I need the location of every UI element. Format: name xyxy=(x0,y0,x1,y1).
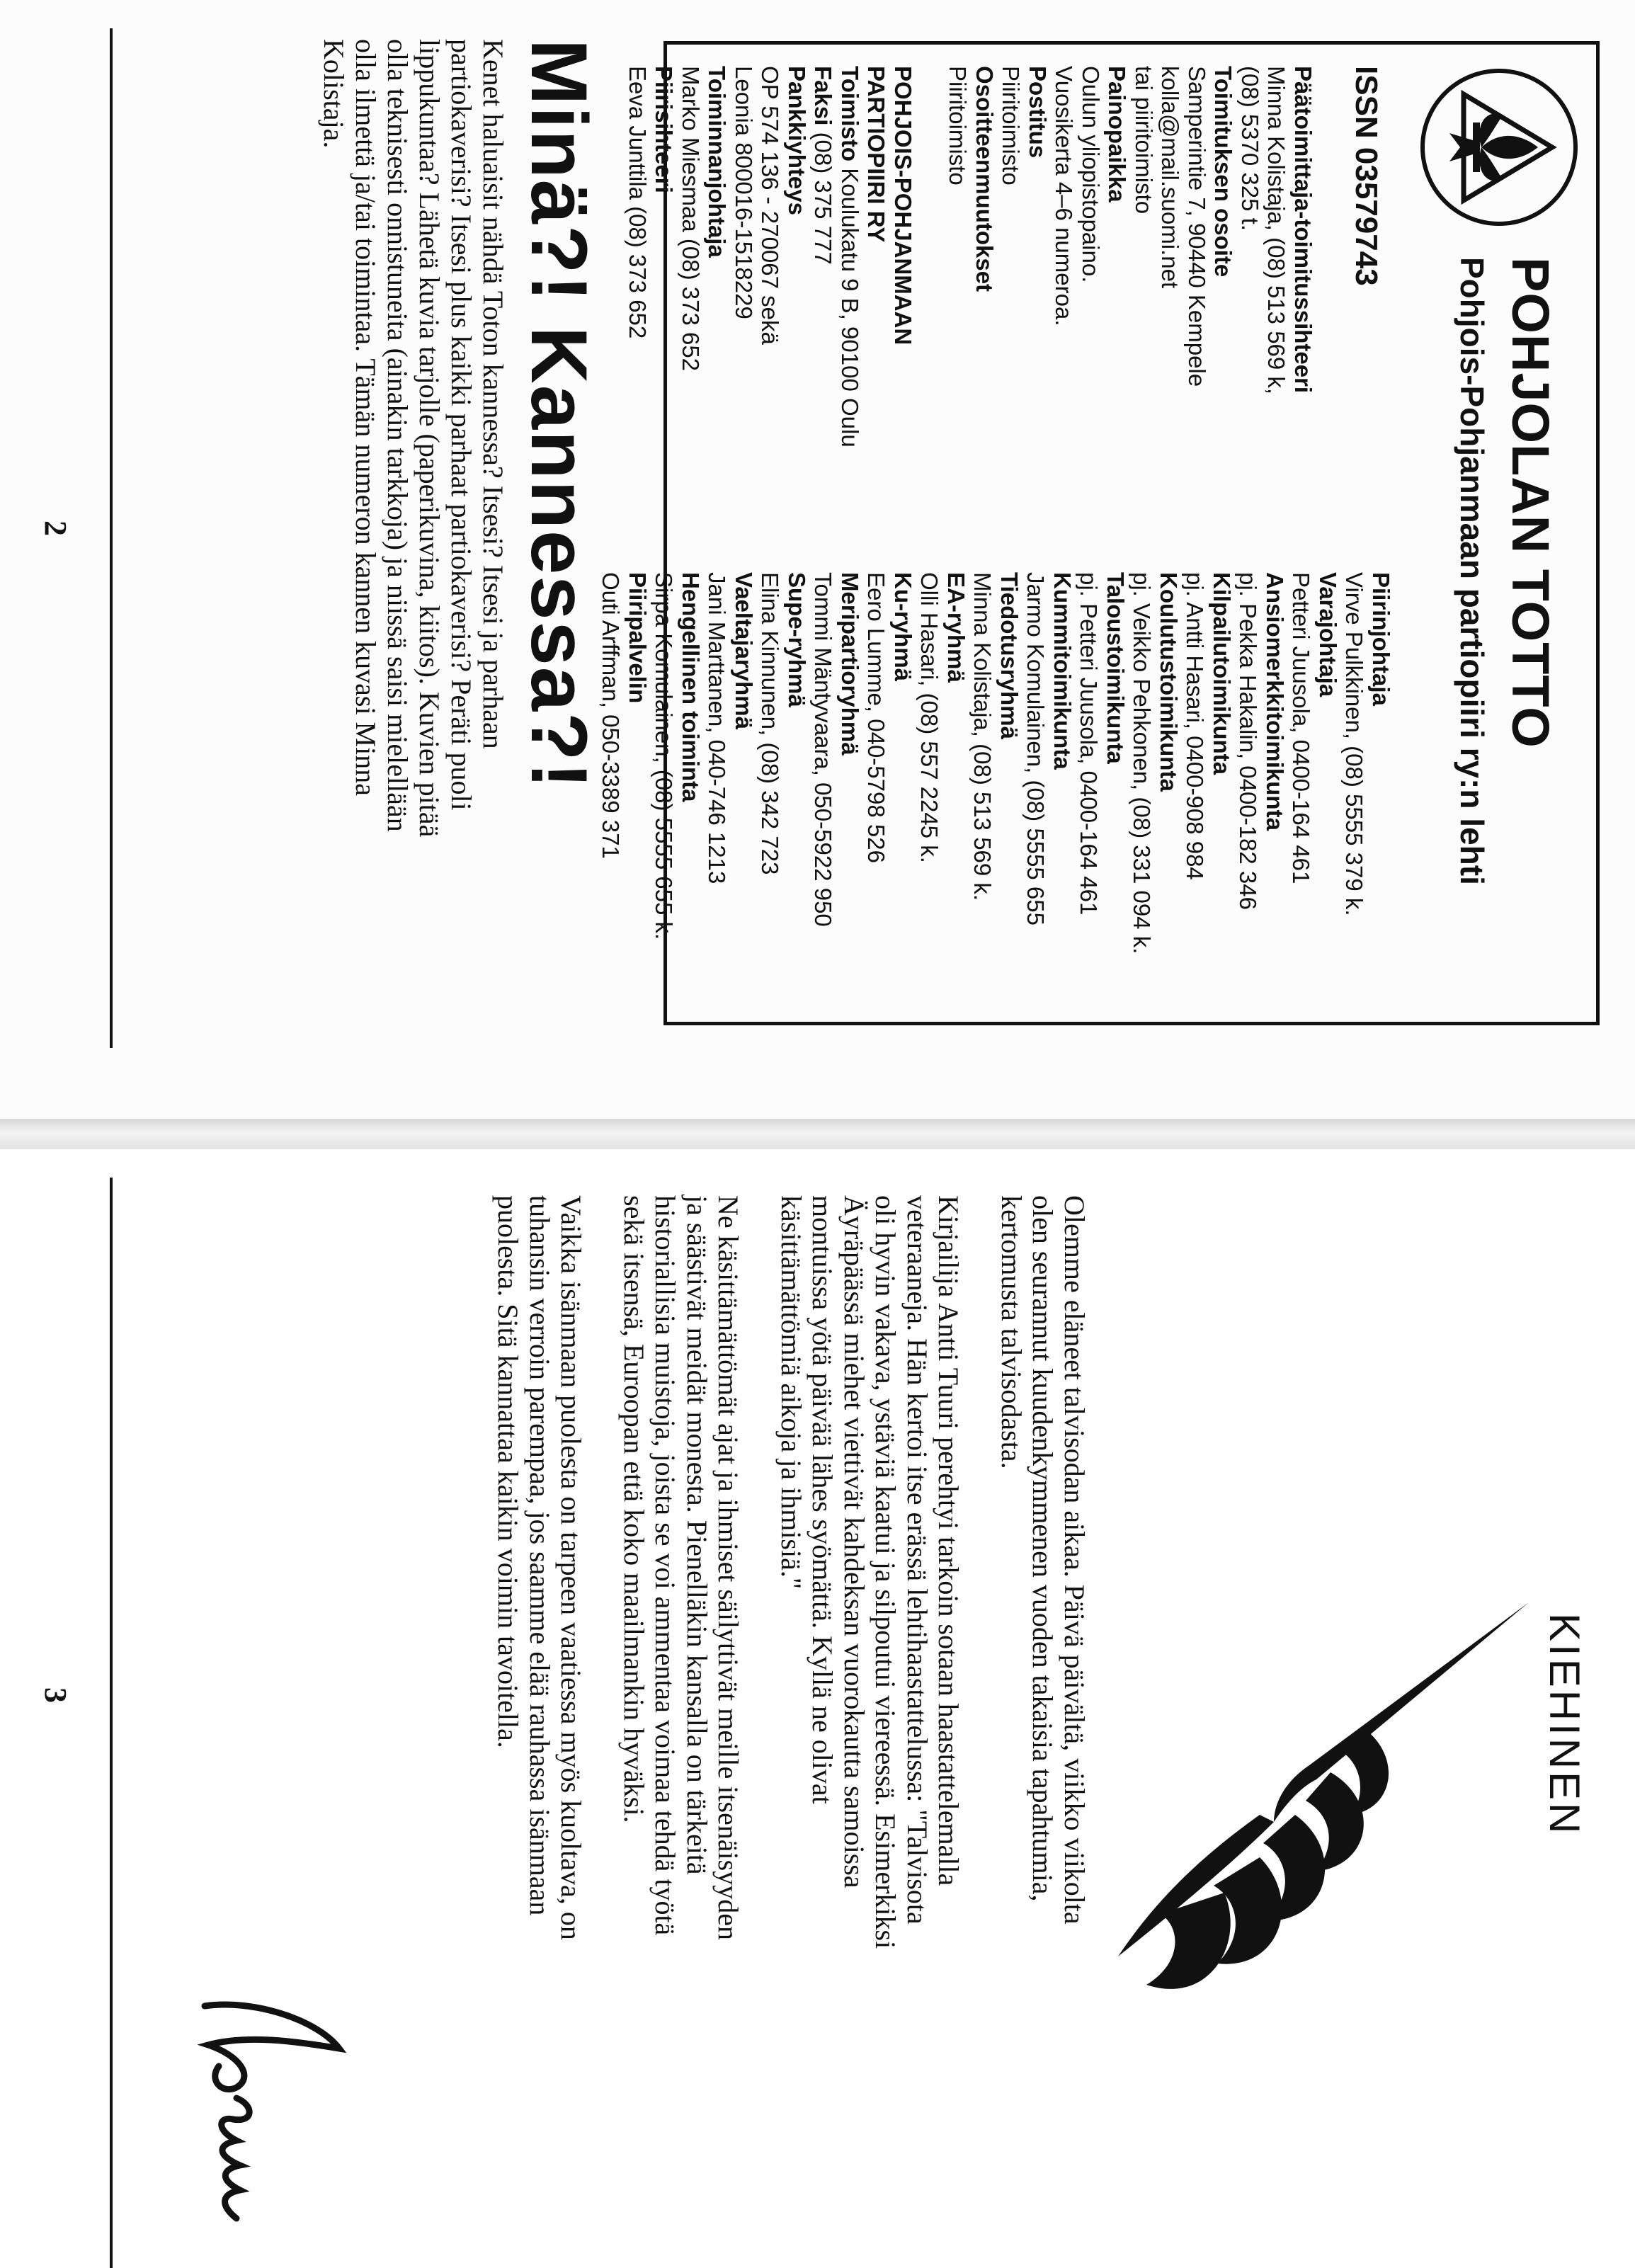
role-line: Outi Arffman, 050-3389 371 xyxy=(598,572,625,859)
org-name: POHJOIS-POHJANMAAN xyxy=(890,66,916,346)
body-line: kertomusta talvisodasta. xyxy=(996,1195,1027,1469)
quill-pen-icon xyxy=(1090,1588,1543,2041)
footer-rule xyxy=(110,1178,113,2268)
body-line: sekä itsensä, Euroopan että koko maailmankin hyväksi. xyxy=(618,1195,650,1823)
body-line: Kirjailija Antti Tuuri perehtyi tarkoin sotaan haastattelemalla xyxy=(933,1195,965,1886)
credit-heading: Postitus xyxy=(1025,66,1051,159)
role-heading: Piiripalvelin xyxy=(625,572,651,704)
page-number: 2 xyxy=(38,520,73,536)
role-line: Petteri Juusola, 0400-164 461 xyxy=(1288,572,1315,884)
role-line: Virve Pulkkinen, (08) 5555 379 k. xyxy=(1341,572,1368,916)
role-heading: Ku-ryhmä xyxy=(890,572,916,682)
body-line: olen seurannut kuudenkymmenen vuoden takaisia tapahtumia, xyxy=(1027,1195,1059,1902)
credit-line: Oulun yliopistopaino. xyxy=(1078,66,1104,283)
book-gutter xyxy=(0,1119,1635,1149)
body-line: olla ilmettä ja/tai toimintaa. Tämän numeron kannen kuvasi Minna xyxy=(350,39,382,796)
credit-line: Piiritoimisto xyxy=(998,66,1025,186)
org-office-label: Toimisto xyxy=(837,66,863,162)
role-heading: Supe-ryhmä xyxy=(784,572,810,707)
bank-heading: Pankkiyhteys xyxy=(784,66,810,215)
masthead-subtitle: Pohjois-Pohjanmaan partiopiiri ry:n lehti xyxy=(1454,257,1491,885)
staff-line: Marko Miesmaa (08) 373 652 xyxy=(678,66,704,372)
credit-heading: Painopaikka xyxy=(1104,66,1131,203)
role-line: pj. Antti Hasari, 0400-908 984 xyxy=(1182,572,1209,880)
role-heading: Koulutustoimikunta xyxy=(1156,572,1182,792)
mina-kannessa-text xyxy=(318,39,509,1030)
org-fax-row xyxy=(810,66,837,562)
credit-heading: Osoitteenmuutokset xyxy=(972,66,998,292)
org-fax-value: (08) 375 777 xyxy=(810,132,837,265)
scout-fleur-de-lis-emblem-icon xyxy=(1418,66,1580,229)
body-line: puolesta. Sitä kannattaa kaikin voimin tavoitella. xyxy=(492,1195,525,1748)
staff-line: Eeva Junttila (08) 373 652 xyxy=(625,66,651,339)
role-line: Jani Marttanen, 040-746 1213 xyxy=(704,572,731,884)
role-heading: Vaeltajaryhmä xyxy=(731,572,757,729)
handwritten-signature-icon xyxy=(176,1992,360,2247)
role-line: Olli Hasari, (08) 557 2245 k. xyxy=(916,572,943,863)
masthead-left-column xyxy=(625,66,1317,562)
role-heading: Varajohtaja xyxy=(1315,572,1341,697)
body-line: olla teknisesti onnistuneita (ainakin tarkkoja) ja niissä saisi mielellään xyxy=(382,39,414,832)
masthead-box xyxy=(598,41,1600,1025)
bank-line: Leonia 800016-1518229 xyxy=(731,66,757,319)
role-heading: Tiedotusryhmä xyxy=(996,572,1022,739)
body-line: historiallisia muistoja, joista se voi ammentaa voimaa tehdä työtä xyxy=(649,1195,682,1936)
credit-line: Piiritoimisto xyxy=(945,66,972,186)
role-line: Tommi Mäntyvaara, 050-5922 950 xyxy=(810,572,837,927)
role-line: pj. Veikko Pehkonen, (08) 331 094 k. xyxy=(1129,572,1156,955)
body-line: veteraaneja. Hän kertoi itse erässä lehtihaastattelussa: "Talvisota xyxy=(901,1195,933,1925)
credit-line: kolla@mail.suomi.net xyxy=(1157,66,1184,289)
masthead-title: POHJOLAN TOTTO xyxy=(1501,257,1560,748)
masthead-right-column xyxy=(598,572,1394,1011)
role-heading: EA-ryhmä xyxy=(943,572,969,683)
credit-line: Samperintie 7, 90440 Kempele xyxy=(1184,66,1210,387)
body-line: ja säästivät meidät monesta. Pienelläkin kansalla on tärkeitä xyxy=(681,1195,713,1875)
role-line: Eero Lumme, 040-5798 526 xyxy=(863,572,890,863)
footer-rule xyxy=(110,28,113,1048)
kiehinen-heading: KIEHINEN xyxy=(1541,1613,1588,1837)
body-line: Ne käsittämättömät ajat ja ihmiset säilyttivät meille itsenäisyyden xyxy=(712,1195,745,1940)
bank-line: OP 574 136 - 270067 sekä xyxy=(757,66,784,345)
body-line: Kenet haluaisit nähdä Toton kannessa? Itsesi? Itsesi ja parhaan xyxy=(477,39,509,749)
credit-line: tai piiritoimisto xyxy=(1131,66,1157,215)
role-line: Jarmo Komulainen, (08) 5555 655 xyxy=(1022,572,1049,925)
body-line: Vaikka isänmaan puolesta on tarpeen vaatiessa myös kuoltava, on xyxy=(555,1195,588,1940)
page-2 xyxy=(0,0,1635,1119)
body-line: oli hyvin vakava, ystäviä kaatui ja silpoutui viereessä. Esimerkiksi xyxy=(870,1195,902,1949)
role-heading: Hengellinen toiminta xyxy=(678,572,704,802)
role-line: pj. Pekka Hakalin, 0400-182 346 xyxy=(1235,572,1262,910)
org-name: PARTIOPIIRI RY xyxy=(863,66,890,243)
body-line: montuissa yötä päivää lähes syömättä. Kyllä ne olivat xyxy=(807,1195,839,1804)
body-line: käsittämättömiä aikoja ja ihmisiä." xyxy=(775,1195,807,1590)
role-heading: Ansiomerkkitoimikunta xyxy=(1262,572,1288,831)
role-line: pj. Petteri Juusola, 0400-164 461 xyxy=(1076,572,1103,916)
role-heading: Kilpailutoimikunta xyxy=(1209,572,1235,775)
body-line: tuhansin verroin parempaa, jos saamme elää rauhassa isänmaan xyxy=(524,1195,556,1916)
role-line: Sirpa Komulainen, (08) 5555 655 k. xyxy=(651,572,678,940)
page-3 xyxy=(0,1149,1635,2268)
role-heading: Kummitoimikunta xyxy=(1049,572,1076,770)
org-office-row xyxy=(837,66,864,562)
page-number: 3 xyxy=(38,1687,73,1703)
role-heading: Meripartioryhmä xyxy=(837,572,863,756)
body-line: Kolistaja. xyxy=(318,39,350,149)
role-heading: Taloustoimikunta xyxy=(1103,572,1129,764)
role-line: Minna Kolistaja, (08) 513 569 k. xyxy=(969,572,996,901)
staff-heading: Toiminnanjohtaja xyxy=(704,66,731,258)
issn-number: ISSN 03579743 xyxy=(1349,66,1384,286)
kiehinen-text xyxy=(492,1195,1090,2243)
org-fax-label: Faksi xyxy=(810,66,837,126)
credit-line: (08) 5370 325 t. xyxy=(1237,66,1263,231)
credit-heading: Päätoimittaja-toimitussihteeri xyxy=(1290,66,1316,394)
body-line: lippukuntaa? Lähetä kuvia tarjolle (paperikuvina, kiitos). Kuvien pitää xyxy=(414,39,445,838)
mina-kannessa-heading: Minä?! Kannessa?! xyxy=(515,39,603,790)
body-line: Äyräpäässä miehet viettivät kahdeksan vuorokautta samoissa xyxy=(838,1195,870,1888)
body-line: partiokaverisi? Itsesi plus kaikki parhaat partiokaverisi? Peräti puoli xyxy=(445,39,477,811)
role-heading: Piirinjohtaja xyxy=(1368,572,1394,706)
org-office-value: Koulukatu 9 B, 90100 Oulu xyxy=(837,168,863,448)
body-line: Olemme eläneet talvisodan aikaa. Päivä päivältä, viikko viikolta xyxy=(1059,1195,1090,1925)
staff-heading: Piirisihteeri xyxy=(651,66,678,193)
role-line: Elina Kinnunen, (08) 342 723 xyxy=(757,572,784,875)
credit-line: Minna Kolistaja, (08) 513 569 k, xyxy=(1263,66,1290,395)
credit-line: Vuosikerta 4–6 numeroa. xyxy=(1051,66,1078,326)
credit-heading: Toimituksen osoite xyxy=(1210,66,1237,278)
